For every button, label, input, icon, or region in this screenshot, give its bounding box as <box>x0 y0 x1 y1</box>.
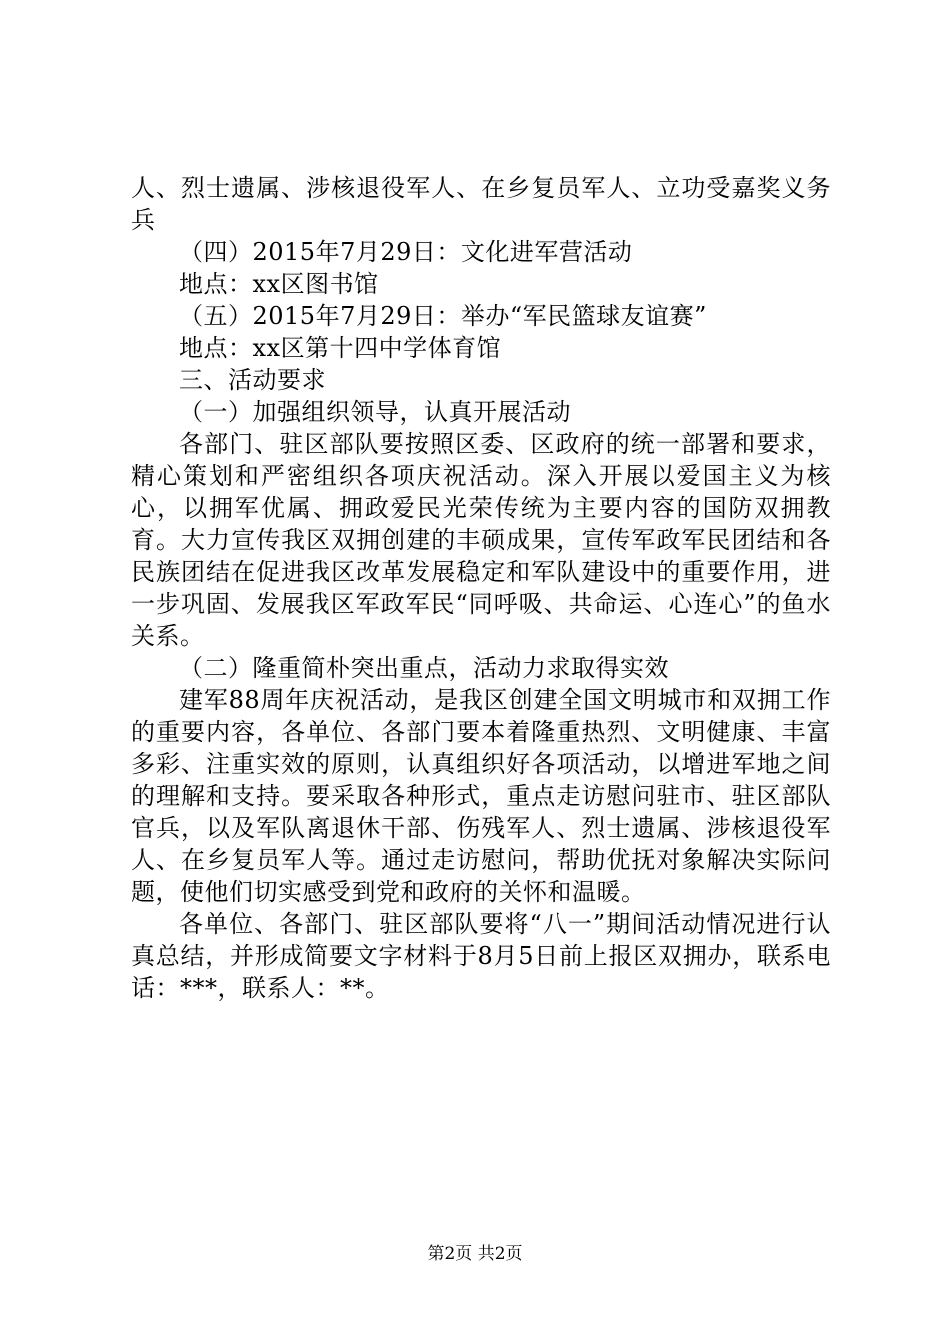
paragraph-list-continued: 人、烈士遗属、涉核退役军人、在乡复员军人、立功受嘉奖义务兵 <box>131 174 831 234</box>
page-footer <box>0 1243 950 1265</box>
document-body <box>131 172 831 1004</box>
requirement-1-heading: （一）加强组织领导，认真开展活动 <box>179 398 571 426</box>
paragraph-item-4-location: 地点：xx区图书馆 <box>179 270 379 298</box>
requirement-2-body: 建军88周年庆祝活动，是我区创建全国文明城市和双拥工作的重要内容，各单位、各部门要本着隆重热烈、文明健康、丰富多彩、注重实效的原则，认真组织好各项活动，以增进军地之间的理解和支持。要采取各种形式，重点走访慰问驻市、驻区部队官兵，以及军队离退休干部、伤残军人、烈士遗属、涉核退役军人、在乡复员军人等。通过走访慰问，帮助优抚对象解决实际问题，使他们切实感受到党和政府的关怀和温暖。 <box>131 686 831 906</box>
paragraph-item-5: （五）2015年7月29日：举办“军民篮球友谊赛” <box>179 302 707 330</box>
requirement-1-body: 各部门、驻区部队要按照区委、区政府的统一部署和要求，精心策划和严密组织各项庆祝活动。深入开展以爱国主义为核心，以拥军优属、拥政爱民光荣传统为主要内容的国防双拥教育。大力宣传我区双拥创建的丰硕成果，宣传军政军民团结和各民族团结在促进我区改革发展稳定和军队建设中的重要作用，进一步巩固、发展我区军政军民“同呼吸、共命运、心连心”的鱼水关系。 <box>131 430 831 650</box>
page-number: 第2页 共2页 <box>427 1244 523 1264</box>
paragraph-report-instructions: 各单位、各部门、驻区部队要将“八一”期间活动情况进行认真总结，并形成简要文字材料于8月5日前上报区双拥办，联系电话：***，联系人：**。 <box>131 910 831 1002</box>
section-heading-requirements: 三、活动要求 <box>179 366 326 394</box>
paragraph-item-4: （四）2015年7月29日：文化进军营活动 <box>179 238 633 266</box>
paragraph-item-5-location: 地点：xx区第十四中学体育馆 <box>179 334 502 362</box>
requirement-2-heading: （二）隆重简朴突出重点，活动力求取得实效 <box>179 654 669 682</box>
